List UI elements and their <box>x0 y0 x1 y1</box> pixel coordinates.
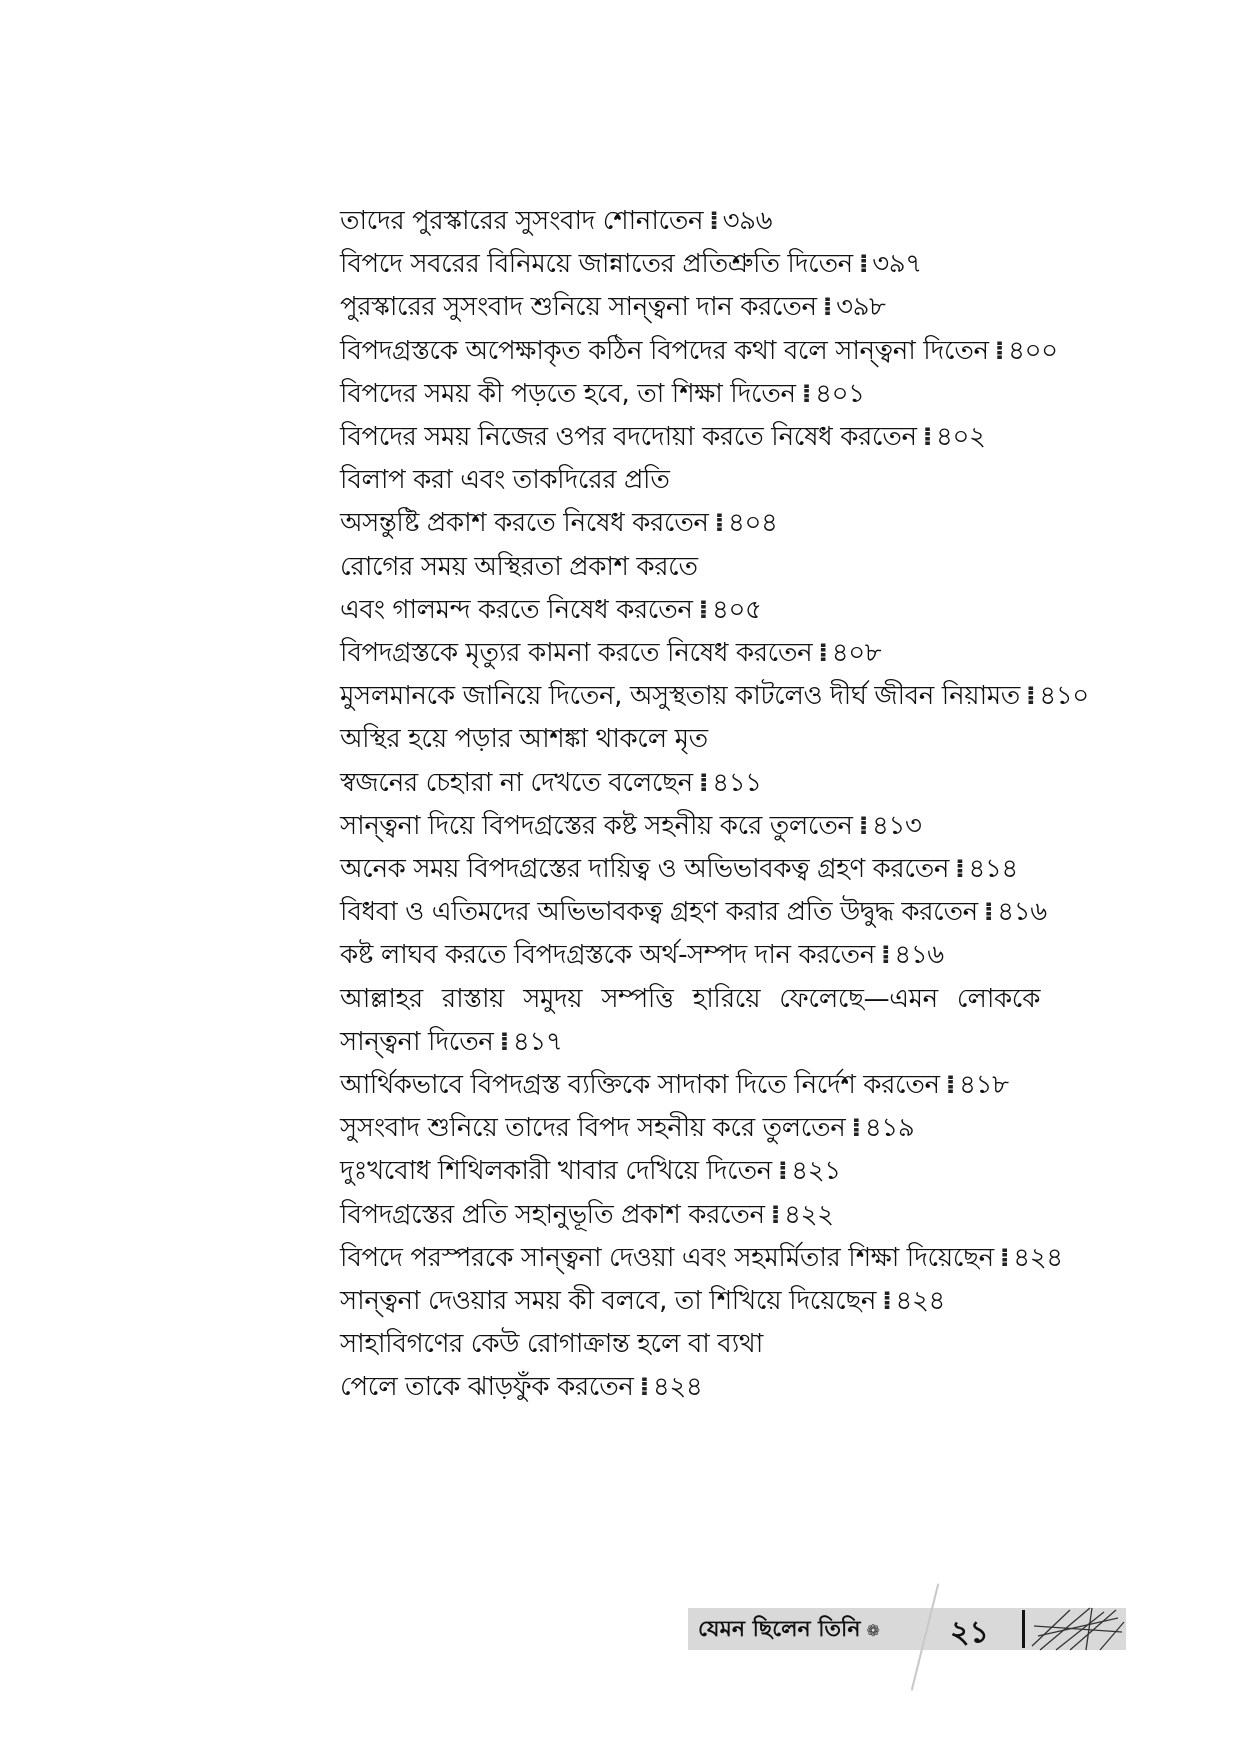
toc-entry-title: কষ্ট লাঘব করতে বিপদগ্রস্তকে অর্থ-সম্পদ দান করতেন <box>340 940 875 971</box>
toc-entry <box>340 632 1040 675</box>
toc-entry-page: ৪১৭ <box>512 1026 563 1057</box>
toc-entry <box>340 675 1089 718</box>
toc-separator: ⁞ <box>882 1286 892 1317</box>
toc-separator: ⁞ <box>880 940 891 971</box>
toc-entry-page: ৪২২ <box>784 1199 834 1230</box>
toc-separator: ⁞ <box>999 1242 1010 1273</box>
book-title: যেমন ছিলেন তিনি <box>698 1617 861 1642</box>
toc-entry-page: ৪২৪ <box>1013 1242 1063 1273</box>
toc-entry <box>340 243 1040 286</box>
toc-separator: ⁞ <box>709 206 719 236</box>
toc-separator: ⁞ <box>499 1026 509 1057</box>
toc-entry-title: বিপদগ্রস্তকে অপেক্ষাকৃত কঠিন বিপদের কথা বলে সান্ত্বনা দিতেন <box>340 335 989 366</box>
footer-vertical-bar <box>1022 1610 1025 1648</box>
toc-entry-page: ৪১৩ <box>872 810 922 841</box>
toc-entry-title: তাদের পুরস্কারের সুসংবাদ শোনাতেন <box>340 206 704 236</box>
toc-separator: ⁞ <box>818 638 828 669</box>
toc-entry-title: মুসলমানকে জানিয়ে দিতেন, অসুস্থতায় কাটলেও দীর্ঘ জীবন নিয়ামত <box>340 681 1020 712</box>
toc-entry-title: বিলাপ করা এবং তাকদিরের প্রতি <box>340 465 670 496</box>
toc-entry <box>340 762 1040 805</box>
toc-separator: ⁞ <box>955 854 965 885</box>
toc-entry <box>340 934 1040 977</box>
toc-entry-page: ৪১৮ <box>959 1070 1009 1101</box>
toc-entry <box>340 1280 1040 1323</box>
toc-entry-page: ৪১৬ <box>894 940 944 971</box>
toc-entry <box>340 1150 1040 1193</box>
toc-separator: ⁞ <box>858 810 869 841</box>
toc-entry-page: ৪২১ <box>791 1156 841 1187</box>
toc-separator: ⁞ <box>922 422 933 453</box>
toc-entry-title: পেলে তাকে ঝাড়ফুঁক করতেন <box>340 1372 634 1403</box>
toc-entry <box>340 718 1040 761</box>
toc-entry <box>340 891 1047 934</box>
toc-entry-page: ৪১১ <box>712 767 762 798</box>
toc-entry-title: আর্থিকভাবে বিপদগ্রস্ত ব্যক্তিকে সাদাকা দিতে নির্দেশ করতেন <box>340 1070 940 1101</box>
toc-separator: ⁞ <box>994 335 1005 366</box>
toc-entry-title: সান্ত্বনা দিয়ে বিপদগ্রস্তের কষ্ট সহনীয় করে তুলতেন <box>340 810 853 841</box>
toc-entry <box>340 978 1040 1064</box>
toc-entry-title: বিপদের সময় কী পড়তে হবে, তা শিক্ষা দিতেন <box>340 378 796 409</box>
toc-entry <box>340 459 1040 502</box>
toc-entry-title: বিপদে পরস্পরকে সান্ত্বনা দেওয়া এবং সহমর্মিতার শিক্ষা দিয়েছেন <box>340 1242 994 1273</box>
toc-entry <box>340 1237 1063 1280</box>
toc-entry-title: অস্থির হয়ে পড়ার আশঙ্কা থাকলে মৃত <box>340 724 708 755</box>
toc-separator: ⁞ <box>698 594 708 625</box>
toc-separator: ⁞ <box>983 897 994 928</box>
toc-entry <box>340 416 1040 459</box>
toc-separator: ⁞ <box>801 378 812 409</box>
page-number: ২১ <box>950 1615 989 1650</box>
toc-separator: ⁞ <box>858 249 869 280</box>
toc-separator: ⁞ <box>1025 681 1036 712</box>
toc-entry-title: অনেক সময় বিপদগ্রস্তের দায়িত্ব ও অভিভাবকত্ব গ্রহণ করতেন <box>340 854 949 885</box>
toc-separator: ⁞ <box>777 1156 788 1187</box>
toc-separator: ⁞ <box>770 1199 781 1230</box>
toc-entry-page: ৩৯৬ <box>722 206 773 236</box>
decorative-lines-icon <box>1030 1606 1126 1652</box>
toc-entry-page: ৪০০ <box>1008 335 1058 366</box>
toc-entry-title: বিপদে সবরের বিনিময়ে জান্নাতের প্রতিশ্রুতি দিতেন <box>340 249 853 280</box>
toc-entry-page: ৪২৪ <box>895 1286 945 1317</box>
toc-entry-page: ৪০৫ <box>711 594 762 625</box>
toc-entry <box>340 373 1040 416</box>
toc-entry <box>340 589 1040 632</box>
toc-entry-title: অসন্তুষ্টি প্রকাশ করতে নিষেধ করতেন <box>340 508 709 539</box>
toc-entry-title: দুঃখবোধ শিথিলকারী খাবার দেখিয়ে দিতেন <box>340 1156 772 1187</box>
toc-entry-page: ৪০১ <box>815 378 865 409</box>
toc-entry-title: রোগের সময় অস্থিরতা প্রকাশ করতে <box>340 551 698 582</box>
toc-entry-title: স্বজনের চেহারা না দেখতে বলেছেন <box>340 767 693 798</box>
toc-separator: ⁞ <box>639 1372 649 1403</box>
toc-entry-page: ৪১৪ <box>968 854 1018 885</box>
toc-entry <box>340 286 1040 329</box>
toc-entry-page: ৪২৪ <box>652 1372 703 1403</box>
toc-entry <box>340 502 1040 545</box>
toc-entry-title: বিপদগ্রস্তের প্রতি সহানুভূতি প্রকাশ করতেন <box>340 1199 765 1230</box>
toc-entry-title: বিপদগ্রস্তকে মৃত্যুর কামনা করতে নিষেধ করতেন <box>340 638 813 669</box>
toc-entry <box>340 546 1040 589</box>
toc-entry-title: এবং গালমন্দ করতে নিষেধ করতেন <box>340 594 693 625</box>
toc-entry-title: পুরস্কারের সুসংবাদ শুনিয়ে সান্ত্বনা দান করতেন <box>340 292 817 323</box>
toc-entry <box>340 848 1040 891</box>
toc-entry-page: ৪১০ <box>1039 681 1089 712</box>
toc-separator: ⁞ <box>822 292 833 323</box>
toc-entry <box>340 1323 1040 1366</box>
toc-separator: ⁞ <box>945 1070 956 1101</box>
toc-entry <box>340 805 1040 848</box>
toc-entry-page: ৪০৮ <box>831 638 882 669</box>
table-of-contents <box>340 200 1089 1410</box>
toc-entry-page: ৪০৪ <box>728 508 778 539</box>
toc-entry <box>340 1194 1040 1237</box>
toc-entry <box>340 200 1040 243</box>
toc-entry <box>340 330 1058 373</box>
toc-entry-page: ৪১৯ <box>864 1113 915 1144</box>
toc-entry-title: আল্লাহর রাস্তায় সমুদয় সম্পত্তি হারিয়ে ফেলেছে—এমন লোককে সান্ত্বনা দিতেন <box>340 983 1040 1057</box>
toc-entry-title: সুসংবাদ শুনিয়ে তাদের বিপদ সহনীয় করে তুলতেন <box>340 1113 846 1144</box>
toc-entry-title: বিপদের সময় নিজের ওপর বদদোয়া করতে নিষেধ করতেন <box>340 422 917 453</box>
toc-separator: ⁞ <box>698 767 709 798</box>
toc-separator: ⁞ <box>851 1113 861 1144</box>
toc-entry-page: ৩৯৮ <box>836 292 886 323</box>
toc-entry <box>340 1064 1040 1107</box>
running-title <box>698 1612 880 1649</box>
toc-entry-page: ৪১৬ <box>997 897 1047 928</box>
page-footer <box>688 1604 1126 1654</box>
toc-entry <box>340 1366 1040 1409</box>
toc-entry-title: সাহাবিগণের কেউ রোগাক্রান্ত হলে বা ব্যথা <box>340 1329 763 1360</box>
toc-separator: ⁞ <box>714 508 725 539</box>
toc-entry-page: ৩৯৭ <box>872 249 922 280</box>
toc-entry-title: বিধবা ও এতিমদের অভিভাবকত্ব গ্রহণ করার প্রতি উদ্বুদ্ধ করতেন <box>340 897 978 928</box>
toc-entry-title: সান্ত্বনা দেওয়ার সময় কী বলবে, তা শিখিয়ে দিয়েছেন <box>340 1286 877 1317</box>
salutation-icon: ❁ <box>866 1621 880 1640</box>
toc-entry-page: ৪০২ <box>936 422 986 453</box>
toc-entry <box>340 1107 1040 1150</box>
